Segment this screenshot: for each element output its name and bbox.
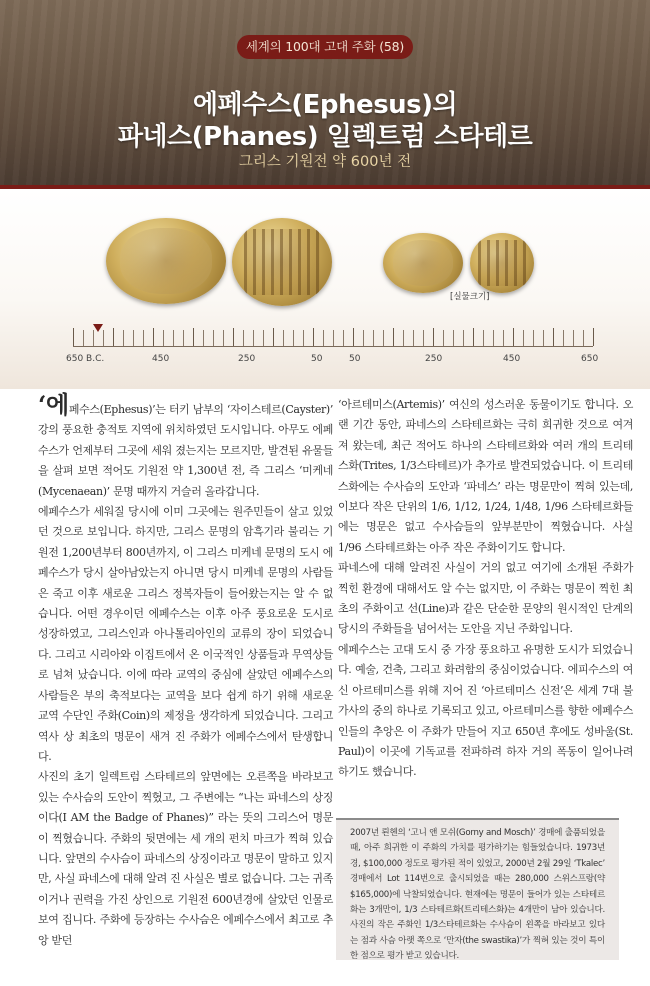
ruler-tick: [483, 330, 484, 346]
ruler-tick: [403, 330, 404, 346]
article-column-right: [338, 395, 633, 783]
ruler-tick: [423, 330, 424, 346]
timeline-label: 650: [581, 354, 599, 364]
date-marker-icon: [93, 324, 103, 332]
timeline-label: 450: [152, 354, 170, 364]
ruler-tick: [443, 330, 444, 346]
ruler-tick: [473, 328, 474, 346]
ruler-tick: [163, 330, 164, 346]
ruler-tick: [103, 330, 104, 346]
ruler-tick: [143, 330, 144, 346]
ruler-tick: [293, 330, 294, 346]
timeline-label: 450: [503, 354, 521, 364]
ruler-tick: [463, 330, 464, 346]
ruler-tick: [363, 330, 364, 346]
ruler-tick: [213, 330, 214, 346]
ruler-tick: [553, 328, 554, 346]
ruler-tick: [223, 330, 224, 346]
ruler-tick: [93, 330, 94, 346]
ruler-tick: [573, 330, 574, 346]
ruler-tick: [233, 328, 234, 346]
auction-note-box: [336, 818, 619, 960]
ruler-tick: [73, 328, 74, 346]
ruler-tick: [253, 330, 254, 346]
ruler-tick: [393, 328, 394, 346]
ruler-tick: [113, 328, 114, 346]
article-paragraph: 사진의 초기 일렉트럼 스타테르의 앞면에는 오른쪽을 바라보고 있는 수사슴의 도안이 찍혔고, 그 주변에는 “나는 파네스의 상징이다(I AM the Badge of Phanes)” 라는 뜻의 그리스어 명문이 찍혔습니다. 주화의 뒷면에는 세 개의 펀치 마크가 찍혀 있습니다. 앞면의 수사슴이 파네스의 상징이라고 명문이 말하고 있지만, 사실 파네스에 대해 알려 진 사실은 별로 없습니다. 그는 귀족이거나 권력을 가진 상인으로 기원전 600년경에 살았던 인물로 보여 집니다. 주화에 등장하는 수사슴은 에페수스에서 최고로 추앙 받던: [38, 770, 333, 947]
ruler-tick: [193, 328, 194, 346]
ruler-tick: [263, 330, 264, 346]
ruler-tick: [413, 330, 414, 346]
timeline-label: 250: [238, 354, 256, 364]
timeline-label: 250: [425, 354, 443, 364]
series-badge: 세계의 100대 고대 주화 (58): [237, 35, 413, 59]
ruler-tick: [303, 330, 304, 346]
coin-small-obverse-image: [383, 233, 463, 293]
article-paragraph: ‘아르테미스(Artemis)’ 여신의 성스러운 동물이기도 합니다. 오랜 기간 동안, 파네스의 스타테르화는 극히 희귀한 것으로 여겨 져 왔는데, 최근 적어도 하나의 스타테르화와 여러 개의 트리테스화(Trites, 1/3스타테르)가 추가로 발견되었습니다. 이 트리테스화에는 수사슴의 도안과 ‘파네스’ 라는 명문만이 찍혀 있는데, 이보다 작은 단위의 1/6, 1/12, 1/24, 1/48, 1/96 스타테르화들에는 명문은 없고 수사슴들의 앞부분만이 찍혔습니다. 사실 1/96 스타테르화는 아주 작은 주화이기도 합니다.: [338, 398, 633, 554]
ruler-tick: [523, 330, 524, 346]
page-subtitle: 그리스 기원전 약 600년 전: [238, 154, 412, 170]
ruler-tick: [453, 330, 454, 346]
coin-large-reverse-image: [232, 218, 332, 306]
article-paragraph: 에페수스가 세워질 당시에 이미 그곳에는 원주민들이 살고 있었던 것으로 보입니다. 하지만, 그리스 문명의 암흑기라 불리는 기원전 1,200년부터 800년까지, 이 그리스 미케네 문명의 도시 에페수스가 당시 살아남았는지 아니면 당시 미케네 문명의 사람들은 죽고 이후 새로운 그리스 정복자들이 들어왔는지는 알 수 없습니다. 어떤 경우이던 에페수스는 이후 아주 풍요로운 도시로 성장하였고, 그리스인과 아나톨리아인의 교류의 장이 되었습니다. 그리고 시리아와 이집트에서 온 이국적인 상품들과 무역상들로 넘쳐 났습니다. 이에 따라 교역의 중심에 살았던 에페수스의 사람들은 부의 축적보다는 교역을 보다 쉽게 하기 위해 새로운 교역 수단인 주화(Coin)의 제정을 생각하게 되었습니다. 그리고 역사 상 최초의 명문이 새겨 진 주화가 에페수스에서 탄생합니다.: [38, 505, 333, 763]
ruler-tick: [133, 330, 134, 346]
article-column-left: [38, 390, 333, 951]
drop-cap: ‘에: [38, 390, 69, 419]
ruler-tick: [373, 330, 374, 346]
ruler-tick: [383, 330, 384, 346]
timeline-label: 50: [311, 354, 323, 364]
header-banner: [0, 0, 650, 185]
ruler-tick: [433, 328, 434, 346]
real-size-label: [실물크기]: [450, 292, 490, 302]
ruler-tick: [593, 328, 594, 346]
page-title-line2: 파네스(Phanes) 일렉트럼 스타테르: [117, 122, 533, 152]
ruler-tick: [123, 330, 124, 346]
ruler-tick: [543, 330, 544, 346]
ruler-tick: [333, 330, 334, 346]
ruler-tick: [353, 328, 354, 346]
ruler-tick: [493, 330, 494, 346]
coin-small-reverse-image: [470, 233, 534, 293]
ruler-tick: [513, 328, 514, 346]
ruler-tick: [283, 330, 284, 346]
coin-large-obverse-image: [106, 218, 226, 304]
ruler-tick: [273, 328, 274, 346]
ruler-tick: [563, 330, 564, 346]
timeline-label: 650 B.C.: [66, 354, 105, 364]
ruler-tick: [243, 330, 244, 346]
ruler-tick: [343, 330, 344, 346]
timeline-label: 50: [349, 354, 361, 364]
ruler-tick: [323, 330, 324, 346]
ruler-tick: [503, 330, 504, 346]
page-title-line1: 에페수스(Ephesus)의: [192, 90, 458, 120]
ruler-tick: [153, 328, 154, 346]
ruler-tick: [533, 330, 534, 346]
timeline-ruler: [73, 326, 593, 354]
ruler-tick: [183, 330, 184, 346]
article-paragraph: 에페수스는 고대 도시 중 가장 풍요하고 유명한 도시가 되었습니다. 예술, 건축, 그리고 화려함의 중심이었습니다. 에피수스의 여신 아르테미스를 위해 지어 진 ‘아르테미스 신전’은 세계 7대 불가사의 중의 하나로 기록되고 있고, 아르테미스를 향한 에페수스인들의 추앙은 이 주화가 만들어 지고 650년 후에도 성바울(St. Paul)이 이곳에 기독교를 전파하려 하자 거의 폭동이 일어나려 하기도 했습니다.: [338, 642, 633, 779]
ruler-tick: [173, 330, 174, 346]
auction-note-text: 2007년 뢴헨의 ‘고니 앤 모쉬(Gorny and Mosch)’ 경매에 출품되었을 때, 아주 희귀한 이 주화의 가치를 평가하기는 힘들었습니다. 1973년경, $100,000 정도로 평가된 적이 있었고, 2000년 2월 29일 ‘Tkalec’ 경매에서 Lot 114번으로 출시되었을 때는 280,000 스위스프랑(약 $165,000)에 낙찰되었습니다. 현재에는 명문이 들어가 있는 스타테르화는 3개만이, 1/3 스타테르화(트리테스화)는 4개만이 남아 있습니다. 사진의 작은 주화인 1/3스타테르화는 수사슴이 왼쪽을 바라보고 있다는 점과 사슴 아랫 쪽으로 ‘만자(the swastika)’가 찍혀 있는 것이 특이 한 점으로 평가 받고 있습니다.: [350, 828, 605, 962]
ruler-tick: [83, 330, 84, 346]
ruler-tick: [313, 328, 314, 346]
ruler-tick: [583, 330, 584, 346]
article-paragraph: 파네스에 대해 알려진 사실이 거의 없고 여기에 소개된 주화가 찍힌 환경에 대해서도 알 수는 없지만, 이 주화는 명문이 찍힌 최초의 주화이고 선(Line)과 같은 단순한 문양의 원시적인 단계의 당시의 주화들을 넘어서는 도안을 지닌 주화입니다.: [338, 561, 633, 636]
ruler-tick: [203, 330, 204, 346]
article-paragraph: ‘에페수스(Ephesus)’는 터키 남부의 ‘자이스테르(Cayster)’ 강의 풍요한 충적토 지역에 위치하였던 도시입니다. 아무도 에페수스가 언제부터 그곳에 세워 졌는지는 모르지만, 발견된 유물들을 살펴 보면 적어도 기원전 약 1,300년 전, 즉 그리스 ‘미케네(Mycenaean)’ 문명 때까지 거슬러 올라갑니다.: [38, 390, 333, 498]
